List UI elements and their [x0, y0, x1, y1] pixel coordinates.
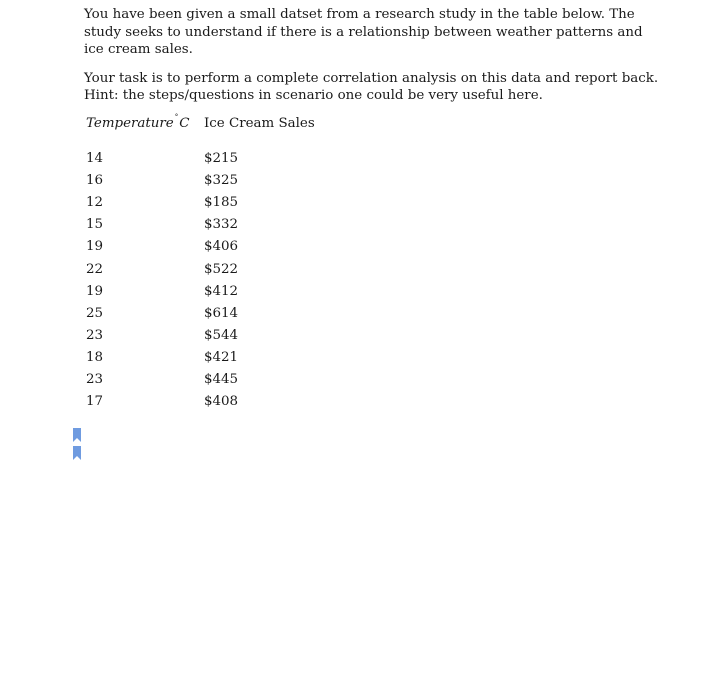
temperature-cell: 25 — [86, 305, 104, 321]
table-row — [84, 368, 315, 390]
temperature-cell: 19 — [86, 239, 104, 255]
sales-cell: $421 — [204, 349, 239, 365]
table-row — [84, 214, 315, 236]
degree-symbol: ° — [174, 112, 179, 121]
data-table — [84, 112, 315, 413]
sales-cell: $185 — [204, 195, 239, 211]
table-row — [84, 148, 315, 170]
bookmark-icon[interactable] — [73, 446, 81, 460]
table-row — [84, 280, 315, 302]
sales-cell: $215 — [204, 151, 239, 167]
temperature-cell: 16 — [86, 173, 104, 189]
temperature-cell: 15 — [86, 217, 104, 233]
sales-cell: $614 — [204, 305, 239, 321]
temperature-cell: 14 — [86, 151, 104, 167]
temperature-cell: 23 — [86, 327, 104, 343]
table-row — [84, 391, 315, 413]
temperature-column-header — [84, 112, 204, 140]
temperature-cell: 22 — [86, 261, 104, 277]
sales-cell: $544 — [204, 327, 239, 343]
sales-cell: $412 — [204, 283, 239, 299]
temperature-cell: 17 — [86, 394, 104, 410]
sales-cell: $445 — [204, 371, 239, 387]
table-row — [84, 302, 315, 324]
table-header-row — [84, 116, 315, 140]
table-row — [84, 236, 315, 258]
table-row — [84, 258, 315, 280]
temperature-header-label: Temperature — [86, 115, 174, 131]
intro-paragraph-2: Your task is to perform a complete correlation analysis on this data and report back. Hint: the steps/questions in scenario one could be very useful here. — [84, 70, 659, 103]
sales-cell: $406 — [204, 239, 239, 255]
table-row — [84, 170, 315, 192]
intro-paragraph-1: You have been given a small datset from a research study in the table below. The study seeks to understand if there is a relationship between weather patterns and ice cream sales. — [84, 7, 643, 57]
document-page — [84, 6, 664, 413]
sales-cell: $522 — [204, 261, 239, 277]
temperature-cell: 19 — [86, 283, 104, 299]
table-row — [84, 324, 315, 346]
temperature-cell: 12 — [86, 195, 104, 211]
sales-cell: $408 — [204, 394, 239, 410]
table-row — [84, 346, 315, 368]
table-row — [84, 192, 315, 214]
temperature-cell: 23 — [86, 371, 104, 387]
sales-column-header: Ice Cream Sales — [204, 115, 315, 131]
temperature-cell: 18 — [86, 349, 104, 365]
sales-cell: $325 — [204, 173, 239, 189]
table-body — [84, 148, 315, 413]
celsius-unit: C — [179, 115, 190, 131]
bookmark-icon[interactable] — [73, 428, 81, 442]
sales-cell: $332 — [204, 217, 239, 233]
